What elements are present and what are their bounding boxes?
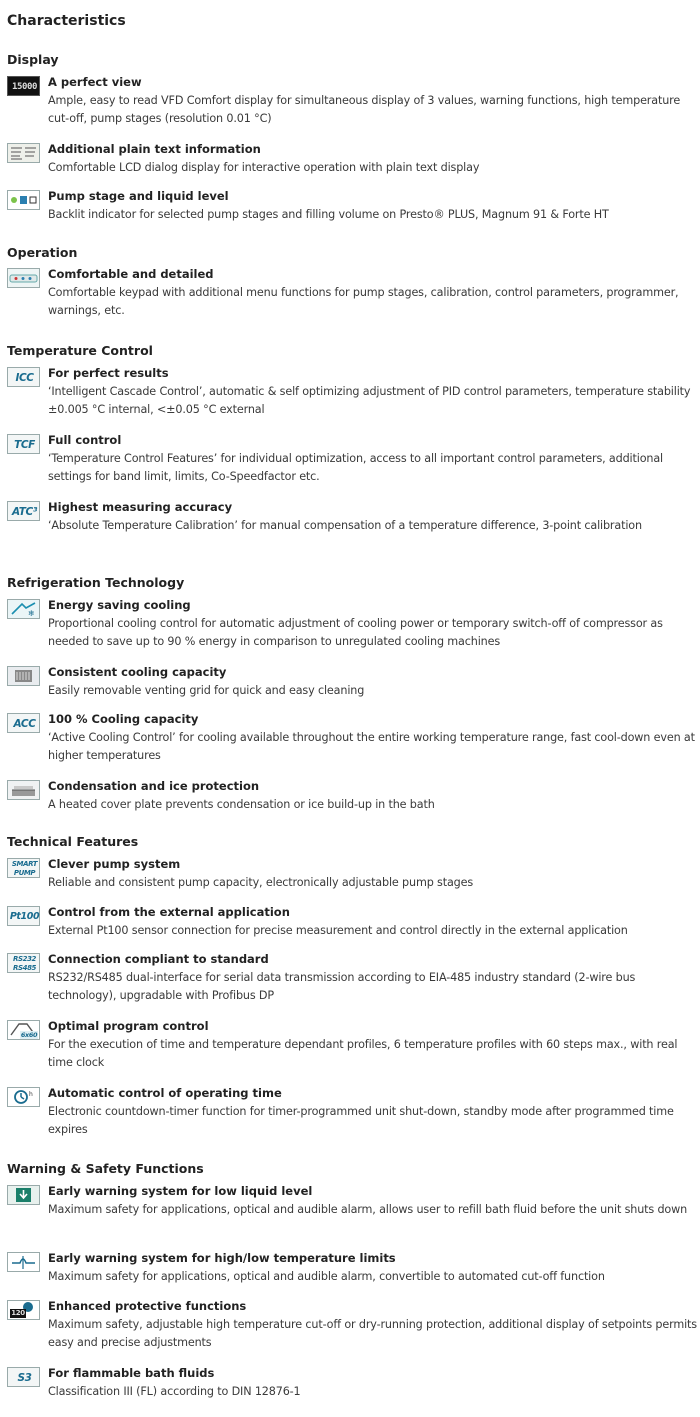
feature-title: A perfect view [48, 75, 142, 89]
acc-icon: ACC [7, 713, 40, 733]
feature-title: Optimal program control [48, 1019, 209, 1033]
feature-title: Condensation and ice protection [48, 779, 260, 793]
icc-icon: ICC [7, 367, 40, 387]
feature-title: Additional plain text information [48, 142, 261, 156]
feature-title: Control from the external application [48, 905, 290, 919]
feature-title: Full control [48, 433, 122, 447]
flammable-fluids-icon: S3 [7, 1367, 40, 1387]
low-liquid-level-icon [7, 1185, 40, 1205]
section-heading-refrigeration-technology: Refrigeration Technology [7, 575, 185, 590]
program-profile-icon: 6x60 [7, 1020, 40, 1040]
feature-description: Electronic countdown-timer function for timer-programmed unit shut-down, standby mode after programmed time expires [48, 1105, 674, 1136]
pump-stage-indicator-icon [7, 190, 40, 210]
feature-description: ‘Active Cooling Control’ for cooling available throughout the entire working temperature range, fast cool-down even at higher temperatures [48, 731, 695, 762]
feature-description: Backlit indicator for selected pump stages and filling volume on Presto® PLUS, Magnum 91 & Forte HT [48, 208, 609, 221]
feature-title: Automatic control of operating time [48, 1086, 282, 1100]
section-heading-technical-features: Technical Features [7, 834, 139, 849]
vfd-display-icon: 15000 [7, 76, 40, 96]
pt100-icon: Pt100 [7, 906, 40, 926]
feature-description: External Pt100 sensor connection for precise measurement and control directly in the external application [48, 924, 628, 937]
protective-functions-icon: 120 [7, 1300, 40, 1320]
feature-description: Comfortable LCD dialog display for interactive operation with plain text display [48, 161, 480, 174]
feature-title: Consistent cooling capacity [48, 665, 227, 679]
feature-title: Energy saving cooling [48, 598, 191, 612]
feature-title: 100 % Cooling capacity [48, 712, 199, 726]
page-title: Characteristics [7, 13, 126, 29]
feature-description: ‘Absolute Temperature Calibration’ for manual compensation of a temperature difference, 3-point calibration [48, 519, 642, 532]
feature-description: Maximum safety for applications, optical and audible alarm, allows user to refill bath fluid before the unit shuts down [48, 1203, 688, 1216]
feature-description: Comfortable keypad with additional menu functions for pump stages, calibration, control parameters, programmer, warnings, etc. [48, 286, 679, 317]
timer-icon [7, 1087, 40, 1107]
feature-description: Classification III (FL) according to DIN 12876-1 [48, 1385, 301, 1398]
lcd-text-display-icon [7, 143, 40, 163]
smart-pump-icon: SMART PUMP [7, 858, 40, 878]
section-heading-operation: Operation [7, 245, 78, 260]
feature-description: Proportional cooling control for automatic adjustment of cooling power or temporary switch-off of compressor as needed to save up to 90 % energy in comparison to unregulated cooling machines [48, 617, 663, 648]
feature-title: Early warning system for low liquid level [48, 1184, 313, 1198]
feature-title: For flammable bath fluids [48, 1366, 215, 1380]
keypad-icon [7, 268, 40, 288]
feature-title: Clever pump system [48, 857, 181, 871]
feature-title: Connection compliant to standard [48, 952, 269, 966]
venting-grid-icon [7, 666, 40, 686]
atc3-icon: ATC³ [7, 501, 40, 521]
rs232-rs485-icon: RS232 RS485 [7, 953, 40, 973]
feature-description: For the execution of time and temperature dependant profiles, 6 temperature profiles with 60 steps max., with real time clock [48, 1038, 678, 1069]
section-heading-warning-safety: Warning & Safety Functions [7, 1161, 204, 1176]
feature-title: Early warning system for high/low temperature limits [48, 1251, 396, 1265]
feature-description: A heated cover plate prevents condensation or ice build-up in the bath [48, 798, 435, 811]
feature-title: Pump stage and liquid level [48, 189, 229, 203]
svg-text:h: h [29, 1091, 33, 1098]
feature-description: Easily removable venting grid for quick and easy cleaning [48, 684, 365, 697]
feature-description: Maximum safety, adjustable high temperature cut-off or dry-running protection, additional display of setpoints permits easy and precise adjustments [48, 1318, 697, 1349]
cover-plate-icon [7, 780, 40, 800]
tcf-icon: TCF [7, 434, 40, 454]
feature-description: Maximum safety for applications, optical and audible alarm, convertible to automated cut-off function [48, 1270, 605, 1283]
feature-description: ‘Intelligent Cascade Control’, automatic & self optimizing adjustment of PID control parameters, temperature stability ±0.005 °C internal, <±0.05 °C external [48, 385, 691, 416]
feature-title: For perfect results [48, 366, 169, 380]
feature-title: Highest measuring accuracy [48, 500, 233, 514]
section-heading-temperature-control: Temperature Control [7, 343, 153, 358]
feature-title: Enhanced protective functions [48, 1299, 247, 1313]
temperature-limits-icon [7, 1252, 40, 1272]
section-heading-display: Display [7, 52, 59, 67]
energy-saving-cooling-icon [7, 599, 40, 619]
feature-title: Comfortable and detailed [48, 267, 214, 281]
feature-description: RS232/RS485 dual-interface for serial data transmission according to EIA-485 industry standard (2-wire bus technology), upgradable with Profibus DP [48, 971, 636, 1002]
feature-description: Ample, easy to read VFD Comfort display for simultaneous display of 3 values, warning functions, high temperature cut-off, pump stages (resolution 0.01 °C) [48, 94, 681, 125]
svg-text:❄: ❄ [28, 609, 35, 618]
feature-description: Reliable and consistent pump capacity, electronically adjustable pump stages [48, 876, 474, 889]
feature-description: ‘Temperature Control Features’ for individual optimization, access to all important control parameters, additional settings for band limit, limits, Co-Speedfactor etc. [48, 452, 663, 483]
